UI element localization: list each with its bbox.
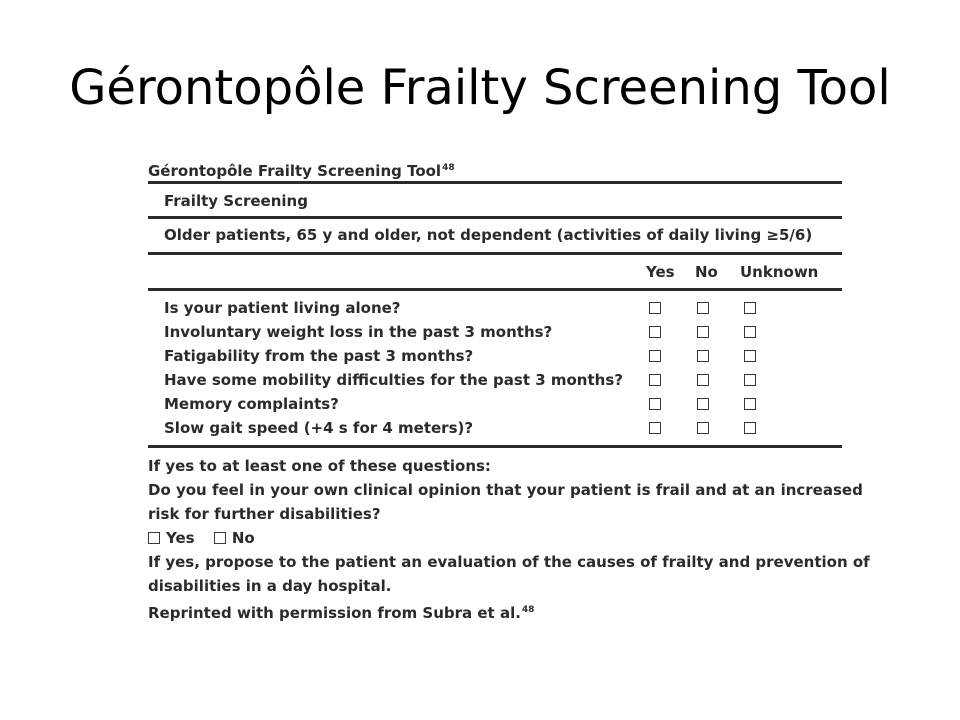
checkbox-no[interactable] [697, 398, 709, 410]
proposal-line-1: If yes, propose to the patient an evaluation of the causes of frailty and prevention of [148, 553, 870, 571]
checkbox-no[interactable] [697, 326, 709, 338]
checkbox-yes[interactable] [649, 374, 661, 386]
checkbox-yes[interactable] [649, 326, 661, 338]
question-text: Have some mobility difficulties for the past 3 months? [164, 371, 623, 389]
document-heading-text: Gérontopôle Frailty Screening Tool [148, 162, 442, 180]
checkbox-no[interactable] [697, 302, 709, 314]
document-heading [148, 155, 842, 181]
checkbox-yes[interactable] [649, 350, 661, 362]
question-text: Memory complaints? [164, 395, 339, 413]
followup-question-line-2: risk for further disabilities? [148, 505, 381, 523]
question-list [148, 291, 842, 445]
slide-title: Gérontopôle Frailty Screening Tool [69, 60, 891, 116]
checkbox-followup-yes[interactable] [148, 532, 160, 544]
section-title: Frailty Screening [164, 192, 308, 210]
reprint-reference: 48 [521, 605, 535, 615]
followup-option-yes-label: Yes [166, 529, 195, 547]
reprint-note [148, 598, 842, 625]
question-text: Involuntary weight loss in the past 3 months? [164, 323, 553, 341]
question-text: Fatigability from the past 3 months? [164, 347, 474, 365]
screening-tool-document [148, 155, 870, 625]
checkbox-no[interactable] [697, 350, 709, 362]
followup-option-yes[interactable] [148, 526, 195, 550]
checkbox-no[interactable] [697, 422, 709, 434]
reprint-note-text: Reprinted with permission from Subra et al. [148, 604, 521, 622]
followup-intro: If yes to at least one of these questions: [148, 457, 491, 475]
question-row [148, 369, 842, 393]
followup-question-line-1: Do you feel in your own clinical opinion that your patient is frail and at an increased [148, 481, 863, 499]
checkbox-yes[interactable] [649, 302, 661, 314]
checkbox-no[interactable] [697, 374, 709, 386]
column-header-row [148, 255, 842, 288]
question-row [148, 393, 842, 417]
followup-option-no[interactable] [214, 526, 255, 550]
question-text: Slow gait speed (+4 s for 4 meters)? [164, 419, 474, 437]
checkbox-unknown[interactable] [744, 350, 756, 362]
followup-options [148, 526, 842, 550]
column-header-no: No [695, 263, 718, 281]
checkbox-unknown[interactable] [744, 302, 756, 314]
checkbox-unknown[interactable] [744, 422, 756, 434]
checkbox-yes[interactable] [649, 398, 661, 410]
column-header-unknown: Unknown [740, 263, 819, 281]
checkbox-unknown[interactable] [744, 374, 756, 386]
checkbox-followup-no[interactable] [214, 532, 226, 544]
heading-reference: 48 [442, 163, 455, 173]
checkbox-unknown[interactable] [744, 398, 756, 410]
condition-text: Older patients, 65 y and older, not dependent (activities of daily living ≥5/6) [164, 226, 813, 244]
question-row [148, 321, 842, 345]
checkbox-unknown[interactable] [744, 326, 756, 338]
question-row [148, 297, 842, 321]
proposal-line-2: disabilities in a day hospital. [148, 577, 392, 595]
followup-option-no-label: No [231, 529, 255, 547]
question-text: Is your patient living alone? [164, 299, 401, 317]
question-row [148, 417, 842, 441]
followup-section [148, 448, 870, 625]
checkbox-yes[interactable] [649, 422, 661, 434]
column-header-yes: Yes [646, 263, 675, 281]
question-row [148, 345, 842, 369]
